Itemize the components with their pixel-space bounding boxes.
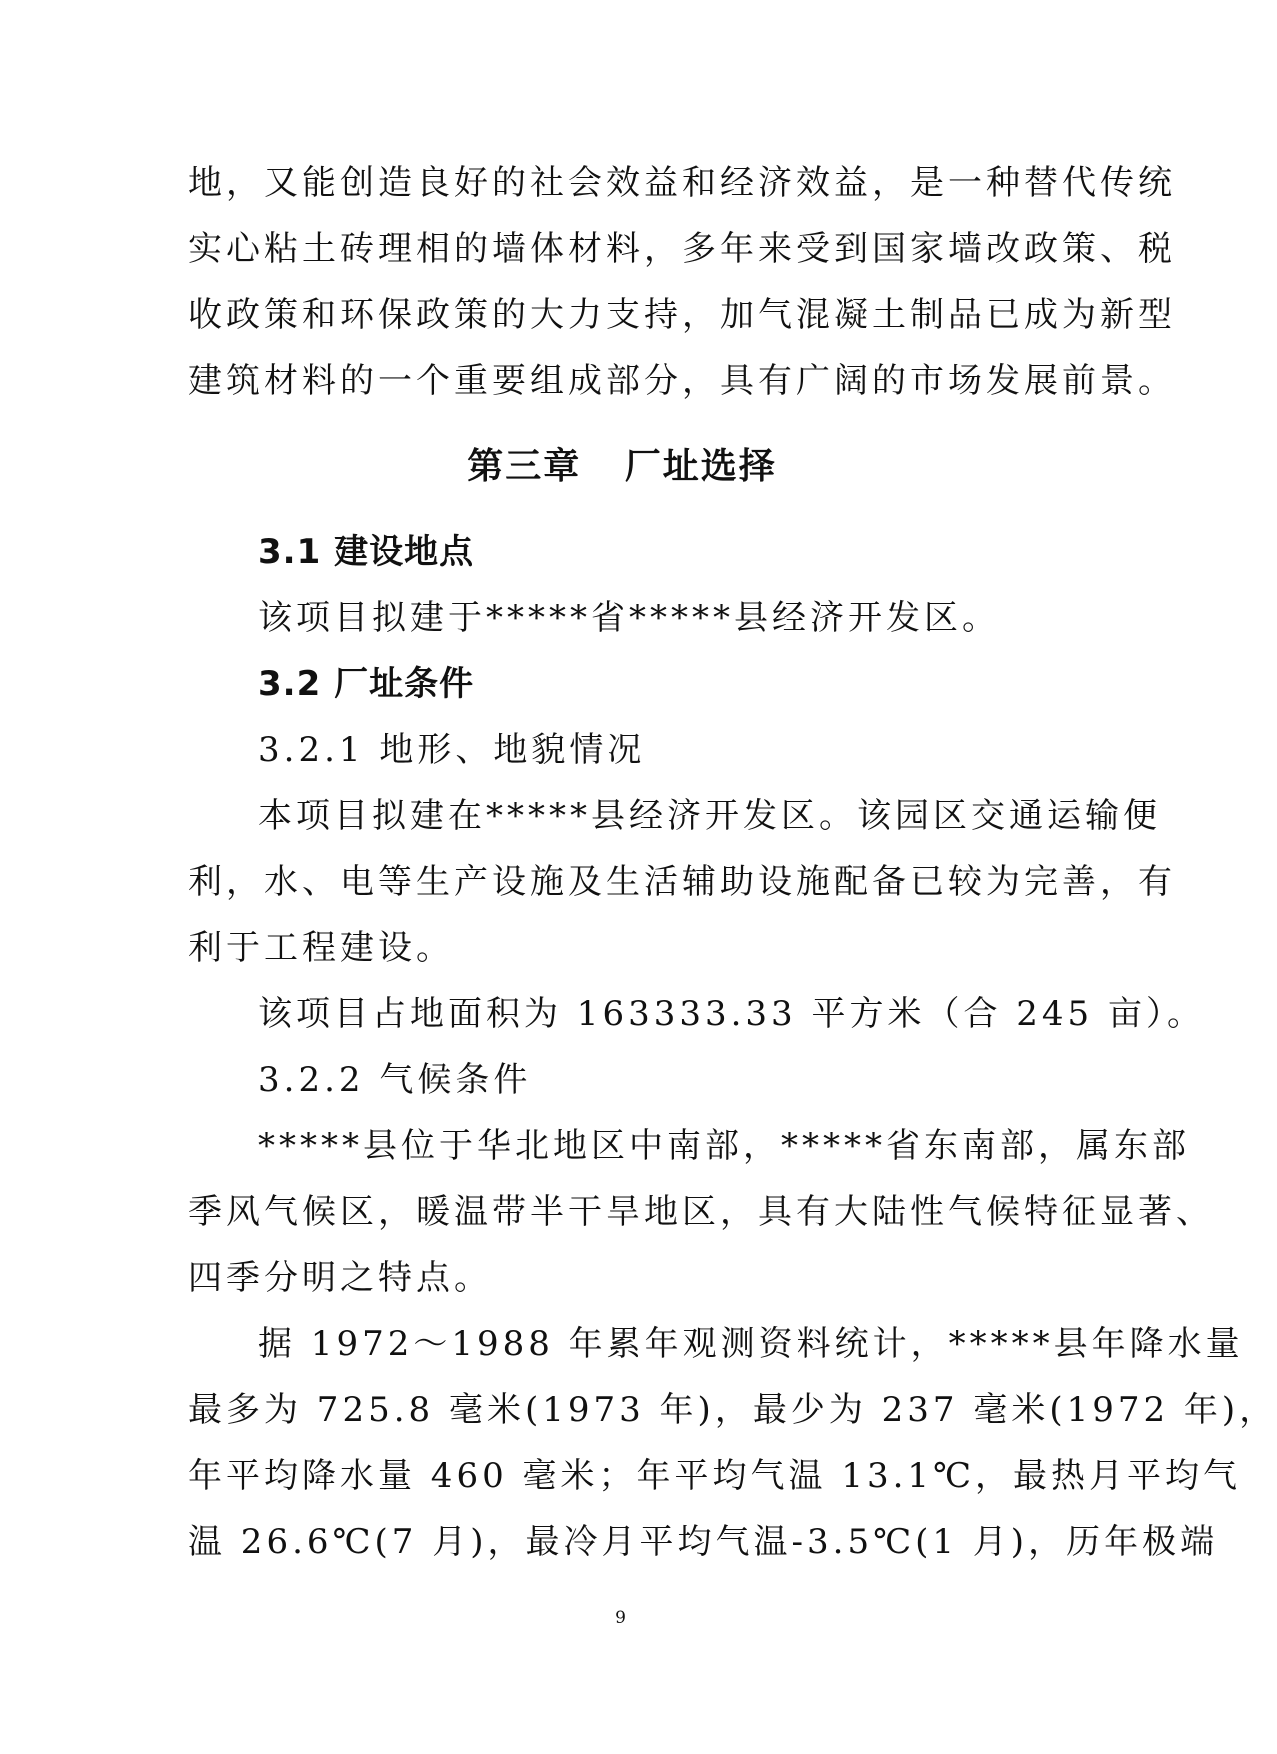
precipitation-line-1: 据 1972～1988 年累年观测资料统计，*****县年降水量 [258,1324,1244,1364]
page-number: 9 [615,1608,626,1628]
site-area-line: 该项目占地面积为 163333.33 平方米（合 245 亩）。 [258,994,1205,1034]
climate-line-3: 四季分明之特点。 [188,1258,492,1298]
climate-line-2: 季风气候区，暖温带半干旱地区，具有大陆性气候特征显著、 [188,1192,1214,1232]
section-3-1-text: 该项目拟建于*****省*****县经济开发区。 [258,598,1000,638]
precipitation-line-4: 温 26.6℃(7 月)，最冷月平均气温-3.5℃(1 月)，历年极端 [188,1522,1219,1562]
climate-line-1: *****县位于华北地区中南部，*****省东南部，属东部 [258,1126,1190,1166]
terrain-line-1: 本项目拟建在*****县经济开发区。该园区交通运输便 [258,796,1161,836]
terrain-line-2: 利，水、电等生产设施及生活辅助设施配备已较为完善，有 [188,862,1176,902]
intro-line-1: 地，又能创造良好的社会效益和经济效益，是一种替代传统 [188,163,1176,203]
intro-line-3: 收政策和环保政策的大力支持，加气混凝土制品已成为新型 [188,295,1176,335]
terrain-line-3: 利于工程建设。 [188,928,454,968]
subsection-3-2-2-heading: 3.2.2 气候条件 [258,1060,532,1100]
intro-line-2: 实心粘土砖理相的墙体材料，多年来受到国家墙改政策、税 [188,229,1176,269]
document-page [188,150,1277,1575]
subsection-3-2-1-heading: 3.2.1 地形、地貌情况 [258,730,646,770]
chapter-title: 第三章 厂址选择 [467,446,777,487]
precipitation-line-3: 年平均降水量 460 毫米；年平均气温 13.1℃，最热月平均气 [188,1456,1242,1496]
section-3-2-heading: 3.2 厂址条件 [258,664,475,704]
precipitation-line-2: 最多为 725.8 毫米(1973 年)，最少为 237 毫米(1972 年)， [188,1390,1277,1430]
section-3-1-heading: 3.1 建设地点 [258,532,475,572]
intro-line-4: 建筑材料的一个重要组成部分，具有广阔的市场发展前景。 [188,361,1176,401]
